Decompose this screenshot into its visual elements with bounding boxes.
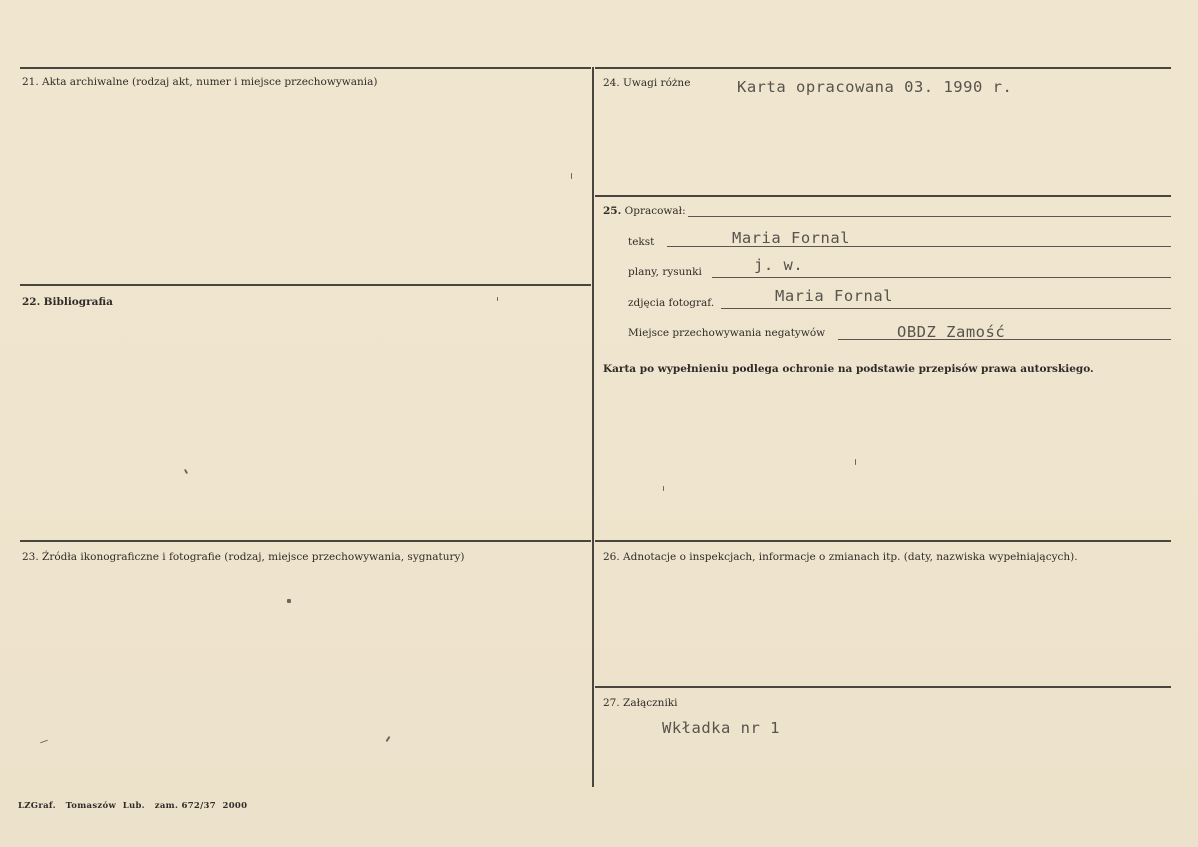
- paper-speck: [855, 459, 856, 465]
- row-zdjecia-value: Maria Fornal: [775, 287, 893, 305]
- rule-25-26: [595, 540, 1171, 542]
- rule-22-23: [20, 540, 591, 542]
- paper-speck: [663, 486, 664, 491]
- paper-speck: [497, 297, 498, 301]
- paper-speck: [40, 740, 48, 744]
- rule-24-25: [595, 195, 1171, 197]
- top-rule-right: [595, 67, 1171, 69]
- row-negatywy-value: OBDZ Zamość: [897, 323, 1006, 341]
- paper-speck: [287, 599, 291, 603]
- rule-26-27: [595, 686, 1171, 688]
- section-27-value: Wkładka nr 1: [662, 719, 780, 737]
- section-26-label: 26. Adnotacje o inspekcjach, informacje o zmianach itp. (daty, nazwiska wypełniających).: [603, 551, 1078, 563]
- row-negatywy-label: Miejsce przechowywania negatywów: [628, 327, 826, 339]
- paper-speck: [571, 173, 572, 179]
- section-24-value: Karta opracowana 03. 1990 r.: [737, 78, 1013, 96]
- row-plany-line: [712, 277, 1171, 278]
- rule-21-22: [20, 284, 591, 286]
- section-23-label: 23. Źródła ikonograficzne i fotografie (rodzaj, miejsce przechowywania, sygnatury): [22, 551, 465, 563]
- top-rule-left: [20, 67, 591, 69]
- row-zdjecia-line: [721, 308, 1171, 309]
- printer-imprint: LZGraf. Tomaszów Lub. zam. 672/37 2000: [18, 801, 248, 811]
- section-24-label: 24. Uwagi różne: [603, 77, 691, 89]
- section-25-label: 25. Opracował:: [603, 205, 686, 217]
- copyright-note: Karta po wypełnieniu podlega ochronie na podstawie przepisów prawa autorskiego.: [603, 363, 1094, 375]
- row-plany-value: j. w.: [754, 256, 804, 274]
- section-27-label: 27. Załączniki: [603, 697, 678, 709]
- center-divider: [592, 67, 594, 787]
- paper-speck: [184, 469, 188, 474]
- paper-speck: [385, 736, 390, 742]
- row-tekst-label: tekst: [628, 236, 655, 248]
- row-zdjecia-label: zdjęcia fotograf.: [628, 297, 715, 309]
- row-tekst-value: Maria Fornal: [732, 229, 850, 247]
- section-25-title-line: [688, 216, 1171, 217]
- section-22-label: 22. Bibliografia: [22, 296, 113, 308]
- section-21-label: 21. Akta archiwalne (rodzaj akt, numer i miejsce przechowywania): [22, 76, 378, 88]
- row-plany-label: plany, rysunki: [628, 266, 702, 278]
